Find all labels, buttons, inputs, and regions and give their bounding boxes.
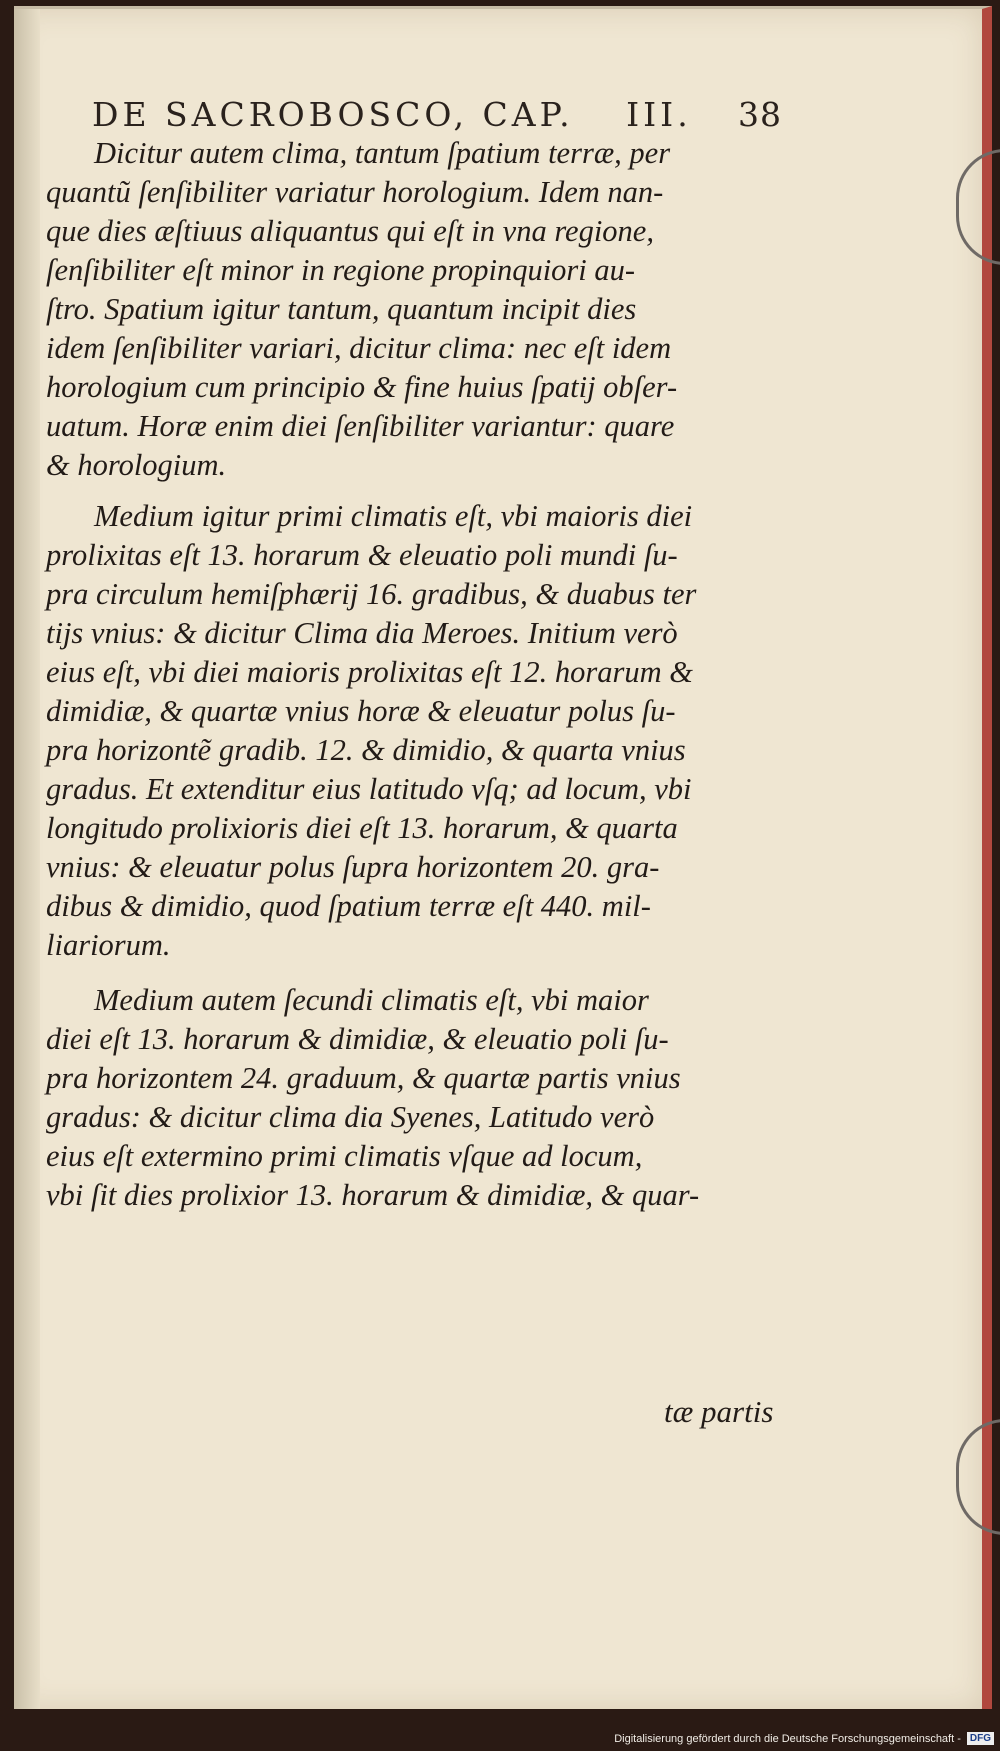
clasp-ring-bottom bbox=[956, 1419, 1000, 1535]
footer-credit: Digitalisierung gefördert durch die Deutsche Forschungsgemeinschaft - bbox=[614, 1732, 961, 1745]
text-line: ſenſibiliter eſt minor in regione propinquiori au- bbox=[46, 253, 636, 287]
text-line: quantũ ſenſibiliter variatur horologium. Idem nan- bbox=[46, 175, 664, 209]
text-line: gradus: & dicitur clima dia Syenes, Latitudo verò bbox=[46, 1100, 655, 1134]
text-line: que dies æſtiuus aliquantus qui eſt in vna regione, bbox=[46, 214, 654, 248]
text-line: liariorum. bbox=[46, 928, 171, 962]
text-line: vbi ſit dies prolixior 13. horarum & dimidiæ, & quar- bbox=[46, 1178, 700, 1212]
paragraph-clima-definition bbox=[46, 134, 791, 485]
catchword: tæ partis bbox=[664, 1394, 774, 1429]
text-line: prolixitas eſt 13. horarum & eleuatio poli mundi ſu- bbox=[46, 538, 678, 572]
clasp-ring-top bbox=[956, 149, 1000, 265]
text-line: horologium cum principio & fine huius ſpatij obſer- bbox=[46, 370, 678, 404]
dfg-logo: DFG bbox=[967, 1732, 994, 1745]
text-line: dibus & dimidio, quod ſpatium terræ eſt 440. mil- bbox=[46, 889, 651, 923]
running-head bbox=[92, 95, 782, 134]
text-line: idem ſenſibiliter variari, dicitur clima: nec eſt idem bbox=[46, 331, 672, 365]
text-line: dimidiæ, & quartæ vnius horæ & eleuatur polus ſu- bbox=[46, 694, 676, 728]
text-line: pra horizontem 24. graduum, & quartæ partis vnius bbox=[46, 1061, 681, 1095]
text-line: diei eſt 13. horarum & dimidiæ, & eleuatio poli ſu- bbox=[46, 1022, 669, 1056]
text-line: Medium autem ſecundi climatis eſt, vbi maior bbox=[94, 983, 649, 1017]
text-line: Dicitur autem clima, tantum ſpatium terræ, per bbox=[94, 136, 671, 170]
text-line: gradus. Et extenditur eius latitudo vſq; ad locum, vbi bbox=[46, 772, 692, 806]
text-line: longitudo prolixioris diei eſt 13. horarum, & quarta bbox=[46, 811, 678, 845]
paragraph-second-climate bbox=[46, 981, 791, 1215]
text-line: vnius: & eleuatur polus ſupra horizontem 20. gra- bbox=[46, 850, 660, 884]
chapter-numeral: III. bbox=[626, 95, 692, 134]
text-line: eius eſt extermino primi climatis vſque ad locum, bbox=[46, 1139, 643, 1173]
text-line: tijs vnius: & dicitur Clima dia Meroes. Initium verò bbox=[46, 616, 678, 650]
running-head-title: DE SACROBOSCO, CAP. bbox=[92, 95, 574, 134]
folio-number: 38 bbox=[738, 95, 782, 134]
text-line: ſtro. Spatium igitur tantum, quantum incipit dies bbox=[46, 292, 637, 326]
text-line: & horologium. bbox=[46, 448, 227, 482]
text-line: pra horizontẽ gradib. 12. & dimidio, & quarta vnius bbox=[46, 733, 686, 767]
text-line: uatum. Horæ enim diei ſenſibiliter variantur: quare bbox=[46, 409, 675, 443]
page-gutter bbox=[14, 9, 40, 1709]
text-line: pra circulum hemiſphærij 16. gradibus, & duabus ter bbox=[46, 577, 697, 611]
digitization-footer bbox=[614, 1732, 994, 1745]
paragraph-first-climate bbox=[46, 497, 791, 965]
text-line: Medium igitur primi climatis eſt, vbi maioris diei bbox=[94, 499, 693, 533]
book-page bbox=[14, 6, 992, 1709]
text-line: eius eſt, vbi diei maioris prolixitas eſt 12. horarum & bbox=[46, 655, 693, 689]
